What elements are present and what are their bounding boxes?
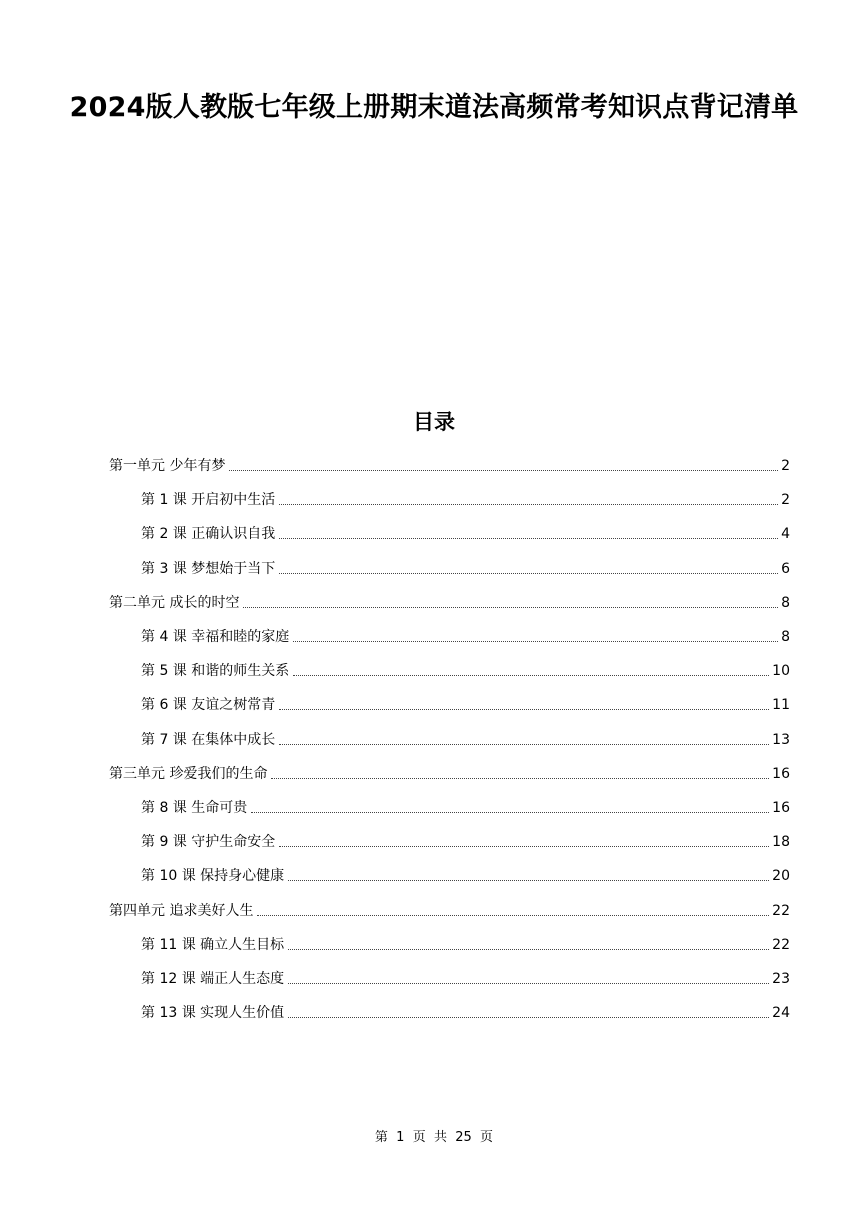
toc-entry-page: 18 (772, 834, 790, 851)
toc-entry-label: 第 7 课 在集体中成长 (141, 731, 276, 748)
toc-entry[interactable] (141, 484, 790, 510)
toc-entry[interactable] (109, 758, 790, 784)
toc-entry-label: 第二单元 成长的时空 (109, 594, 240, 611)
toc-entry-page: 2 (781, 458, 790, 474)
toc-dot-leader (288, 879, 769, 881)
toc-dot-leader (293, 640, 778, 642)
toc-dot-leader (279, 743, 769, 745)
toc-entry[interactable] (141, 997, 790, 1023)
toc-dot-leader (251, 811, 769, 813)
toc-entry-label: 第 4 课 幸福和睦的家庭 (141, 629, 290, 645)
toc-entry[interactable] (141, 621, 790, 647)
toc-entry[interactable] (141, 689, 790, 715)
toc-entry-label: 第 8 课 生命可贵 (141, 800, 248, 816)
toc-dot-leader (288, 948, 769, 950)
toc-entry-label: 第四单元 追求美好人生 (109, 902, 254, 919)
toc-entry[interactable] (141, 655, 790, 681)
toc-entry-label: 第 6 课 友谊之树常青 (141, 697, 276, 714)
toc-entry[interactable] (109, 587, 790, 613)
toc-entry-label: 第 10 课 保持身心健康 (141, 868, 285, 885)
toc-entry-label: 第三单元 珍爱我们的生命 (109, 765, 268, 782)
toc-entry[interactable] (141, 553, 790, 579)
toc-dot-leader (279, 503, 778, 505)
toc-entry[interactable] (141, 792, 790, 818)
toc-heading: 目录 (413, 410, 455, 434)
toc-dot-leader (279, 708, 769, 710)
toc-entry[interactable] (141, 826, 790, 852)
toc-entry-label: 第 5 课 和谐的师生关系 (141, 663, 290, 680)
toc-entry-label: 第 11 课 确立人生目标 (141, 936, 285, 953)
toc-entry-label: 第 1 课 开启初中生活 (141, 492, 276, 509)
page-footer: 第 1 页 共 25 页 (374, 1130, 494, 1145)
toc-dot-leader (293, 674, 769, 676)
toc-entry[interactable] (141, 860, 790, 886)
toc-entry[interactable] (109, 895, 790, 921)
toc-entry-page: 24 (772, 1005, 790, 1022)
toc-entry[interactable] (141, 963, 790, 989)
toc-entry-page: 16 (772, 765, 790, 782)
toc-entry[interactable] (141, 724, 790, 750)
toc-entry-page: 8 (781, 594, 790, 611)
toc-entry-page: 22 (772, 902, 790, 919)
toc-entry-page: 11 (772, 697, 790, 714)
toc-entry[interactable] (109, 450, 790, 476)
document-title: 2024版人教版七年级上册期末道法高频常考知识点背记清单 (69, 92, 799, 123)
toc-entry-page: 4 (781, 526, 790, 543)
toc-entry-label: 第一单元 少年有梦 (109, 458, 226, 474)
toc-entry[interactable] (141, 518, 790, 544)
toc-dot-leader (243, 606, 778, 608)
toc-entry[interactable] (141, 929, 790, 955)
toc-entry-label: 第 12 课 端正人生态度 (141, 971, 285, 987)
toc-entry-label: 第 9 课 守护生命安全 (141, 834, 276, 851)
toc-entry-page: 8 (781, 629, 790, 645)
toc-entry-page: 10 (772, 663, 790, 680)
toc-dot-leader (288, 1016, 769, 1018)
toc-entry-label: 第 3 课 梦想始于当下 (141, 560, 276, 577)
toc-entry-page: 20 (772, 868, 790, 885)
toc-dot-leader (279, 572, 778, 574)
toc-entry-label: 第 2 课 正确认识自我 (141, 526, 276, 543)
toc-entry-page: 22 (772, 936, 790, 953)
toc-entry-page: 2 (781, 492, 790, 509)
toc-entry-label: 第 13 课 实现人生价值 (141, 1005, 285, 1022)
toc-dot-leader (279, 537, 778, 539)
toc-entry-page: 6 (781, 560, 790, 577)
toc-entry-page: 16 (772, 800, 790, 816)
toc-dot-leader (288, 982, 769, 984)
toc-dot-leader (279, 845, 769, 847)
toc-entry-page: 23 (772, 971, 790, 987)
toc-dot-leader (229, 469, 778, 471)
toc-dot-leader (257, 914, 769, 916)
toc-entry-page: 13 (772, 731, 790, 748)
toc-dot-leader (271, 777, 769, 779)
